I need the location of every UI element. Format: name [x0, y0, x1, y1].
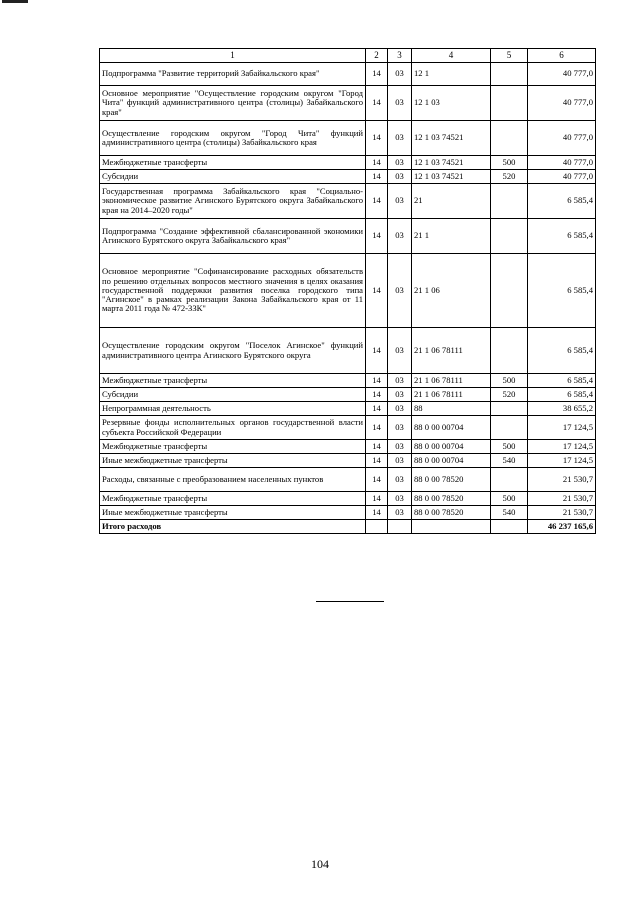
table-header-row — [100, 49, 596, 63]
table-row — [100, 492, 596, 506]
row-subsection: 03 — [388, 121, 412, 156]
row-subsection: 03 — [388, 454, 412, 468]
row-target-code: 88 — [412, 402, 491, 416]
row-target-code: 21 1 06 78111 — [412, 374, 491, 388]
row-target-code: 12 1 03 — [412, 86, 491, 121]
row-expense-type — [491, 402, 528, 416]
row-section: 14 — [366, 492, 388, 506]
expenditure-table — [99, 48, 596, 534]
row-section: 14 — [366, 506, 388, 520]
row-target-code: 88 0 00 78520 — [412, 492, 491, 506]
row-amount: 6 585,4 — [528, 254, 596, 328]
row-expense-type: 500 — [491, 374, 528, 388]
row-expense-type: 500 — [491, 440, 528, 454]
row-name: Подпрограмма "Создание эффективной сбалансированной экономики Агинского Бурятского округа Забайкальского края" — [100, 219, 366, 254]
row-name: Осуществление городским округом "Поселок Агинское" функций административного центра Агинского Бурятского округа — [100, 328, 366, 374]
row-subsection: 03 — [388, 219, 412, 254]
row-subsection: 03 — [388, 86, 412, 121]
row-target-code: 21 1 06 — [412, 254, 491, 328]
row-name: Субсидии — [100, 170, 366, 184]
row-subsection: 03 — [388, 254, 412, 328]
total-label: Итого расходов — [100, 520, 366, 534]
row-name: Подпрограмма "Развитие территорий Забайкальского края" — [100, 63, 366, 86]
row-amount: 17 124,5 — [528, 440, 596, 454]
row-subsection: 03 — [388, 374, 412, 388]
row-amount: 17 124,5 — [528, 454, 596, 468]
row-section: 14 — [366, 184, 388, 219]
table-row — [100, 63, 596, 86]
row-target-code: 88 0 00 00704 — [412, 416, 491, 440]
row-target-code: 21 1 06 78111 — [412, 328, 491, 374]
row-subsection: 03 — [388, 156, 412, 170]
row-subsection: 03 — [388, 402, 412, 416]
row-target-code: 88 0 00 00704 — [412, 454, 491, 468]
row-target-code: 12 1 03 74521 — [412, 170, 491, 184]
row-name: Резервные фонды исполнительных органов государственной власти субъекта Российской Федерации — [100, 416, 366, 440]
row-amount: 6 585,4 — [528, 184, 596, 219]
row-target-code: 12 1 03 74521 — [412, 121, 491, 156]
row-target-code: 12 1 03 74521 — [412, 156, 491, 170]
row-subsection: 03 — [388, 63, 412, 86]
row-expense-type — [491, 219, 528, 254]
row-section: 14 — [366, 454, 388, 468]
table-row — [100, 254, 596, 328]
row-section: 14 — [366, 170, 388, 184]
table-row — [100, 374, 596, 388]
row-expense-type: 520 — [491, 170, 528, 184]
row-subsection: 03 — [388, 506, 412, 520]
row-name: Основное мероприятие "Осуществление городским округом "Город Чита" функций административного центра (столицы) Забайкальского края" — [100, 86, 366, 121]
row-name: Межбюджетные трансферты — [100, 440, 366, 454]
row-expense-type — [491, 184, 528, 219]
row-section: 14 — [366, 440, 388, 454]
row-section: 14 — [366, 121, 388, 156]
row-subsection: 03 — [388, 492, 412, 506]
row-section: 14 — [366, 388, 388, 402]
row-expense-type — [491, 468, 528, 492]
row-target-code: 21 1 06 78111 — [412, 388, 491, 402]
header-col-5: 5 — [491, 49, 528, 63]
table-row — [100, 170, 596, 184]
row-target-code: 88 0 00 00704 — [412, 440, 491, 454]
row-subsection: 03 — [388, 440, 412, 454]
table-row — [100, 402, 596, 416]
row-expense-type — [491, 416, 528, 440]
total-amount: 46 237 165,6 — [528, 520, 596, 534]
row-amount: 6 585,4 — [528, 219, 596, 254]
total-row — [100, 520, 596, 534]
row-amount: 40 777,0 — [528, 121, 596, 156]
end-divider — [316, 601, 384, 602]
row-amount: 40 777,0 — [528, 156, 596, 170]
table-row — [100, 328, 596, 374]
row-amount: 6 585,4 — [528, 374, 596, 388]
table-row — [100, 506, 596, 520]
row-amount: 21 530,7 — [528, 492, 596, 506]
row-name: Осуществление городским округом "Город Чита" функций административного центра (столицы) Забайкальского края — [100, 121, 366, 156]
row-amount: 40 777,0 — [528, 170, 596, 184]
row-name: Основное мероприятие "Софинансирование расходных обязательств по решению отдельных вопросов местного значения в целях оказания государственной поддержки развития поселка городского типа "Агинское" в рамках реализации Закона Забайкальского края от 11 марта 2011 года № 472-ЗЗК" — [100, 254, 366, 328]
row-section: 14 — [366, 416, 388, 440]
row-section: 14 — [366, 219, 388, 254]
row-target-code: 21 1 — [412, 219, 491, 254]
row-amount: 40 777,0 — [528, 63, 596, 86]
row-target-code: 88 0 00 78520 — [412, 468, 491, 492]
row-subsection: 03 — [388, 328, 412, 374]
row-name: Иные межбюджетные трансферты — [100, 454, 366, 468]
row-subsection: 03 — [388, 184, 412, 219]
row-name: Межбюджетные трансферты — [100, 492, 366, 506]
row-expense-type — [491, 86, 528, 121]
row-expense-type — [491, 63, 528, 86]
row-section: 14 — [366, 328, 388, 374]
table-row — [100, 468, 596, 492]
row-target-code: 88 0 00 78520 — [412, 506, 491, 520]
row-expense-type: 540 — [491, 506, 528, 520]
row-section: 14 — [366, 156, 388, 170]
table-row — [100, 454, 596, 468]
table-row — [100, 121, 596, 156]
table-row — [100, 86, 596, 121]
row-name: Межбюджетные трансферты — [100, 374, 366, 388]
row-section: 14 — [366, 254, 388, 328]
row-amount: 17 124,5 — [528, 416, 596, 440]
row-expense-type — [491, 121, 528, 156]
row-amount: 40 777,0 — [528, 86, 596, 121]
row-subsection: 03 — [388, 388, 412, 402]
row-target-code: 21 — [412, 184, 491, 219]
header-col-4: 4 — [412, 49, 491, 63]
table-row — [100, 388, 596, 402]
row-name: Непрограммная деятельность — [100, 402, 366, 416]
header-col-1: 1 — [100, 49, 366, 63]
row-section: 14 — [366, 86, 388, 121]
row-amount: 6 585,4 — [528, 328, 596, 374]
row-name: Субсидии — [100, 388, 366, 402]
row-expense-type — [491, 254, 528, 328]
row-expense-type: 540 — [491, 454, 528, 468]
header-col-6: 6 — [528, 49, 596, 63]
header-col-3: 3 — [388, 49, 412, 63]
row-name: Расходы, связанные с преобразованием населенных пунктов — [100, 468, 366, 492]
scan-corner-mark — [2, 0, 28, 3]
row-expense-type: 500 — [491, 492, 528, 506]
row-expense-type: 520 — [491, 388, 528, 402]
row-name: Иные межбюджетные трансферты — [100, 506, 366, 520]
row-subsection: 03 — [388, 170, 412, 184]
row-amount: 38 655,2 — [528, 402, 596, 416]
row-amount: 21 530,7 — [528, 468, 596, 492]
row-subsection: 03 — [388, 416, 412, 440]
row-amount: 21 530,7 — [528, 506, 596, 520]
table-row — [100, 219, 596, 254]
row-expense-type: 500 — [491, 156, 528, 170]
row-subsection: 03 — [388, 468, 412, 492]
row-name: Межбюджетные трансферты — [100, 156, 366, 170]
row-name: Государственная программа Забайкальского края "Социально-экономическое развитие Агинского Бурятского округа Забайкальского края на 2014–2020 годы" — [100, 184, 366, 219]
row-section: 14 — [366, 374, 388, 388]
row-section: 14 — [366, 402, 388, 416]
table-row — [100, 416, 596, 440]
table-row — [100, 440, 596, 454]
row-section: 14 — [366, 63, 388, 86]
page-number: 104 — [311, 857, 329, 871]
row-amount: 6 585,4 — [528, 388, 596, 402]
row-target-code: 12 1 — [412, 63, 491, 86]
row-expense-type — [491, 328, 528, 374]
header-col-2: 2 — [366, 49, 388, 63]
table-row — [100, 156, 596, 170]
table-row — [100, 184, 596, 219]
row-section: 14 — [366, 468, 388, 492]
